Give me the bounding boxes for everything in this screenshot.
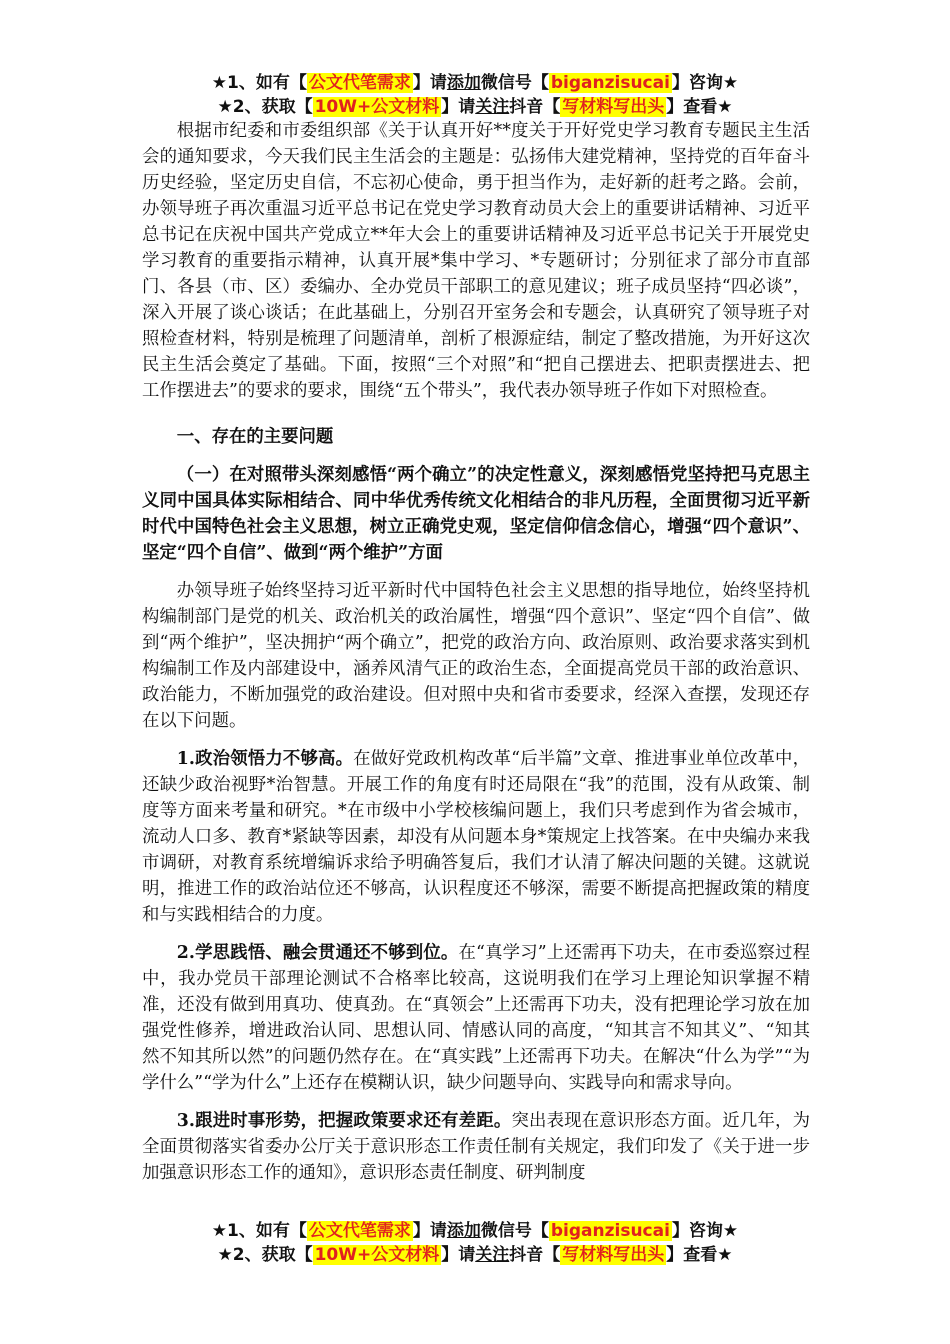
banner-highlight: 写材料写出头 [562,97,665,117]
banner-text: 】查看★ [666,1245,733,1265]
banner-underlined-text: 关注 [475,1245,510,1265]
banner-highlight: 写材料写出头 [562,1245,665,1265]
list-item [142,746,810,928]
body-paragraph: 办领导班子始终坚持习近平新时代中国特色社会主义思想的指导地位，始终坚持机构编制部门是党的机关、政治机关的政治属性，增强“四个意识”、坚定“四个自信”、做到“两个维护”，坚决拥护“两个确立”，把党的政治方向、政治原则、政治要求落实到机构编制工作及内部建设中，涵养风清气正的政治生态，全面提高党员干部的政治意识、政治能力，不断加强党的政治建设。但对照中央和省市委要求，经深入查摆，发现还存在以下问题。 [142,581,810,731]
banner-text: 微信号【 [480,1221,549,1241]
banner-text: ★2、获取【 [217,97,313,117]
list-item [142,940,810,1096]
banner-underlined-text: 关注 [475,97,510,117]
banner-text: 】咨询★ [671,1221,739,1241]
banner-text: 】咨询★ [671,73,739,93]
banner-highlight: 公文代笔需求 [308,1221,411,1241]
promo-banner-bottom-line2 [0,1242,950,1268]
banner-text: 】请 [441,97,476,117]
list-item-body: 在“真学习”上还需再下功夫，在市委巡察过程中，我办党员干部理论测试不合格率比较高，这说明我们在学习上理论知识掌握不精准，还没有做到用真功、使真劲。在“真领会”上还需再下功夫，没有把理论学习放在加强党性修养，增进政治认同、思想认同、情感认同的高度，“知其言不知其义”、“知其然不知其所以然”的问题仍然存在。在“真实践”上还需再下功夫。在解决“什么为学”“为学什么”“学为什么”上还存在模糊认识，缺少问题导向、实践导向和需求导向。 [142,943,810,1093]
banner-underlined-text: 添加 [446,73,481,93]
banner-text: 抖音【 [509,1245,561,1265]
list-item-title: 2.学思践悟、融会贯通还不够到位。 [176,943,459,963]
banner-text: 抖音【 [509,97,561,117]
promo-banner-top-line1 [0,70,950,96]
banner-highlight: 公文代笔需求 [308,73,411,93]
banner-text: 微信号【 [480,73,549,93]
banner-text: ★1、如有【 [211,1221,307,1241]
promo-banner-top-line2 [0,94,950,120]
banner-text: ★1、如有【 [211,73,307,93]
list-item [142,1108,810,1186]
banner-highlight: 10W+公文材料 [314,1245,440,1265]
banner-text: 】请 [412,73,447,93]
list-item-title: 3.跟进时事形势，把握政策要求还有差距。 [176,1111,512,1131]
banner-text: ★2、获取【 [217,1245,313,1265]
banner-text: 】请 [412,1221,447,1241]
intro-paragraph: 根据市纪委和市委组织部《关于认真开好**度关于开好党史学习教育专题民主生活会的通知要求，今天我们民主生活会的主题是：弘扬伟大建党精神，坚持党的百年奋斗历史经验，坚定历史自信，不忘初心使命，勇于担当作为，走好新的赶考之路。会前，办领导班子再次重温习近平总书记在党史学习教育动员大会上的重要讲话精神、习近平总书记在庆祝中国共产党成立**年大会上的重要讲话精神及习近平总书记关于开展党史学习教育的重要指示精神，认真开展*集中学习、*专题研讨；分别征求了部分市直部门、各县（市、区）委编办、全办党员干部职工的意见建议；班子成员坚持“四必谈”，深入开展了谈心谈话；在此基础上，分别召开室务会和专题会，认真研究了领导班子对照检查材料，特别是梳理了问题清单，剖析了根源症结，制定了整改措施，为开好这次民主生活会奠定了基础。下面，按照“三个对照”和“把自己摆进去、把职责摆进去、把工作摆进去”的要求的要求，围绕“五个带头”，我代表办领导班子作如下对照检查。 [142,121,810,401]
document-body [142,118,810,1186]
banner-highlight: 10W+公文材料 [314,97,440,117]
banner-underlined-text: 添加 [446,1221,481,1241]
banner-highlight: biganzisucai [550,1221,670,1241]
list-item-title: 1.政治领悟力不够高。 [176,749,354,769]
banner-highlight: biganzisucai [550,73,670,93]
list-item-body: 在做好党政机构改革“后半篇”文章、推进事业单位改革中，还缺少政治视野*治智慧。开展工作的角度有时还局限在“我”的范围，没有从政策、制度等方面来考量和研究。*在市级中小学校核编问题上，我们只考虑到作为省会城市，流动人口多、教育*紧缺等因素，却没有从问题本身*策规定上找答案。在中央编办来我市调研，对教育系统增编诉求给予明确答复后，我们才认清了解决问题的关键。这就说明，推进工作的政治站位还不够高，认识程度还不够深，需要不断提高把握政策的精度和与实践相结合的力度。 [142,749,811,925]
list-item-body: 突出表现在意识形态方面。近几年，为全面贯彻落实省委办公厅关于意识形态工作责任制有关规定，我们印发了《关于进一步加强意识形态工作的通知》，意识形态责任制度、研判制度 [142,1111,810,1183]
banner-text: 】查看★ [666,97,733,117]
subsection-heading: （一）在对照带头深刻感悟“两个确立”的决定性意义，深刻感悟党坚持把马克思主义同中国具体实际相结合、同中华优秀传统文化相结合的非凡历程，全面贯彻习近平新时代中国特色社会主义思想，树立正确党史观，坚定信仰信念信心，增强“四个意识”、坚定“四个自信”、做到“两个维护”方面 [142,465,810,563]
section-heading: 一、存在的主要问题 [176,427,334,447]
promo-banner-bottom-line1 [0,1218,950,1244]
banner-text: 】请 [441,1245,476,1265]
